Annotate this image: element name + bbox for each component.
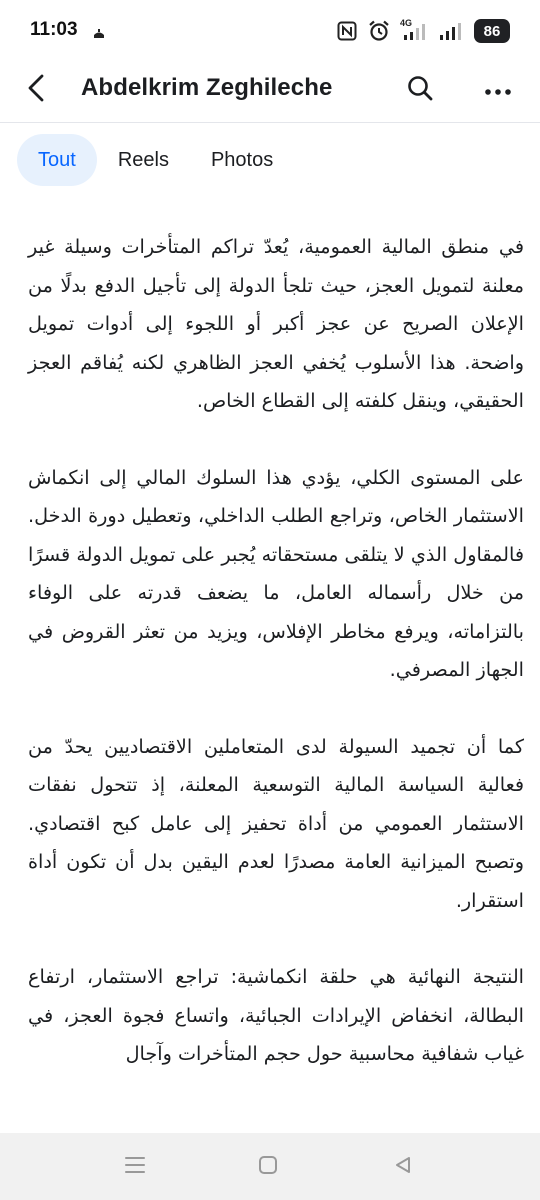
recents-icon <box>124 1155 146 1179</box>
nfc-icon <box>336 20 358 42</box>
network-type: 4G <box>400 18 413 28</box>
alarm-icon <box>368 20 390 42</box>
more-icon <box>484 81 512 100</box>
home-icon <box>258 1155 278 1179</box>
post-text <box>28 228 524 1112</box>
back-arrow-icon <box>27 74 45 106</box>
post-paragraph: على المستوى الكلي، يؤدي هذا السلوك المالي إلى انكماش الاستثمار الخاص، وتراجع الطلب الداخلي، وتعطيل دورة الدخل. فالمقاول الذي لا يتلقى مستحقاته يُجبر على تمويل الدولة قسرًا من خلال رأسماله العامل، ما يضعف قدرته على الوفاء بالتزاماته، ويرفع مخاطر الإفلاس، ويزيد من تعثر القروض في الجهاز المصرفي. <box>28 465 524 681</box>
status-bar <box>0 0 540 62</box>
page-title: Abdelkrim Zeghileche <box>81 74 333 101</box>
system-back-button[interactable] <box>389 1153 417 1181</box>
header-divider <box>0 122 540 123</box>
tab-reels[interactable]: Reels <box>117 148 169 171</box>
signal-icon-2 <box>438 20 464 42</box>
back-button[interactable] <box>20 72 52 108</box>
signal-icon <box>400 20 428 42</box>
post-paragraph: النتيجة النهائية هي حلقة انكماشية: تراجع الاستثمار، ارتفاع البطالة، انخفاض الإيرادات الجبائية، واتساع فجوة العجز، في غياب شفافية محاسبية حول حجم المتأخرات وآجال <box>28 965 524 1065</box>
filter-tabs <box>17 134 294 186</box>
app-header <box>0 62 540 118</box>
battery-indicator: 86 <box>474 19 510 43</box>
tab-photos[interactable]: Photos <box>210 148 274 171</box>
status-time: 11:03 <box>30 19 78 40</box>
search-icon <box>407 75 433 105</box>
post-paragraph: في منطق المالية العمومية، يُعدّ تراكم المتأخرات وسيلة غير معلنة لتمويل العجز، حيث تلجأ الدولة إلى تأجيل الدفع بدلًا من الإعلان الصريح عن عجز أكبر أو اللجوء إلى أدوات تمويل واضحة. هذا الأسلوب يُخفي العجز الظاهري لكنه يُفاقم العجز الحقيقي، وينقل كلفته إلى القطاع الخاص. <box>28 235 524 412</box>
more-options-button[interactable] <box>480 72 516 108</box>
status-icons <box>336 18 510 44</box>
back-icon <box>393 1155 413 1179</box>
recents-button[interactable] <box>121 1153 149 1181</box>
home-button[interactable] <box>254 1153 282 1181</box>
post-paragraph: كما أن تجميد السيولة لدى المتعاملين الاقتصاديين يحدّ من فعالية السياسة المالية التوسعية المعلنة، إذ تتحول نفقات الاستثمار العمومي من أداة تحفيز إلى عامل كبح اقتصادي. وتصبح الميزانية العامة مصدرًا لعدم اليقين بدل أن تكون أداة استقرار. <box>28 734 524 912</box>
search-button[interactable] <box>402 72 438 108</box>
system-nav-bar <box>0 1133 540 1200</box>
app-notification-icon <box>93 24 105 34</box>
tab-tout[interactable]: Tout <box>17 134 97 186</box>
